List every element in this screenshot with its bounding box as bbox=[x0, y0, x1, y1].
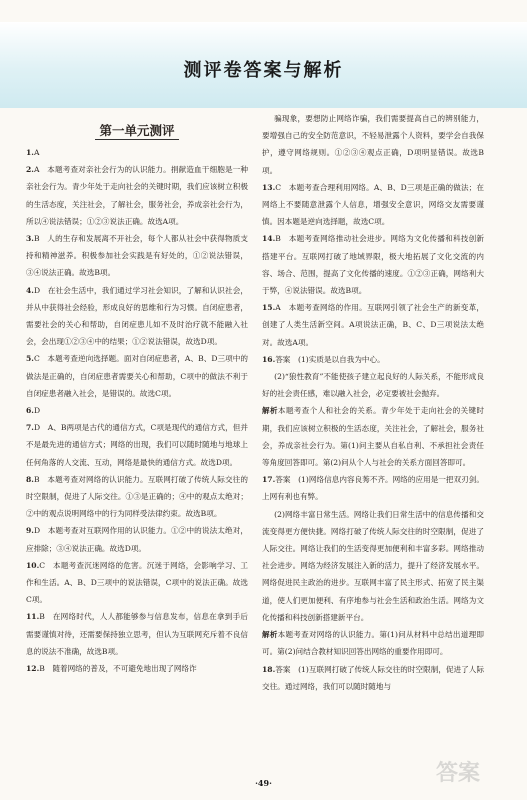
answer-label: 1. bbox=[26, 148, 34, 157]
answer-paragraph bbox=[262, 506, 484, 626]
answer-text: (2)“狼性教育”不能使孩子建立起良好的人际关系，不能形成良好的社会责任感，难以融入社会，必定要被社会抛弃。 bbox=[262, 372, 484, 399]
answer-paragraph bbox=[262, 179, 484, 231]
answer-label: 14. bbox=[262, 234, 276, 244]
answer-paragraph bbox=[26, 419, 248, 471]
answer-paragraph bbox=[26, 522, 248, 556]
page-number-value: 49 bbox=[257, 778, 270, 788]
answer-paragraph bbox=[26, 608, 248, 660]
answer-label: 2. bbox=[26, 165, 34, 175]
answer-text: 本题考查个人和社会的关系。青少年处于走向社会的关键时期，我们应该树立积极的生活态度，关注社会，了解社会，服务社会，养成亲社会行为。第(1)问主要从自私自利、不承担社会责任等角度回答即可。第(2)问从个人与社会的关系方面回答即可。 bbox=[262, 406, 484, 468]
left-answer-list bbox=[26, 144, 248, 677]
answer-text: D A、B两项是古代的通信方式，C项是现代的通信方式，但并不是最先进的通信方式；网络的出现，我们可以随时随地与地球上任何角落的人交流、互动，网络是最快的通信方式。故选D项。 bbox=[26, 423, 248, 467]
answer-label: 5. bbox=[26, 354, 34, 364]
answer-label: 12. bbox=[26, 664, 40, 674]
answer-paragraph bbox=[262, 626, 484, 660]
answer-label: 10. bbox=[26, 560, 40, 570]
answer-paragraph bbox=[262, 471, 484, 505]
answer-label: 16. bbox=[262, 354, 276, 364]
answer-text: C 本题考查逆向选择题。面对自闭症患者，A、B、D三项中的做法是正确的，自闭症患者需要关心和帮助，C项中的做法不利于自闭症患者融入社会，是错误的。故选C项。 bbox=[26, 354, 248, 398]
answer-text: 答案 (1)网络信息内容良莠不齐。网络的应用是一把双刃剑。上网有利也有弊。 bbox=[262, 475, 484, 502]
answer-label: 4. bbox=[26, 285, 34, 295]
answer-paragraph bbox=[262, 402, 484, 471]
answer-text: A 本题考查对亲社会行为的认识能力。捐献造血干细胞是一种亲社会行为。青少年处于走向社会的关键时期，我们应该树立积极的生活态度，关注社会，了解社会，服务社会，养成亲社会行为，所以④说法错误；①②③说法正确。故选A项。 bbox=[26, 165, 248, 226]
answer-paragraph bbox=[262, 661, 484, 695]
answer-label: 17. bbox=[262, 475, 276, 485]
answer-label: 解析 bbox=[262, 630, 278, 640]
answer-paragraph bbox=[26, 471, 248, 523]
answer-text: A 本题考查网络的作用。互联网引领了社会生产的新变革，创建了人类生活新空间。A项说法正确，B、C、D三项说法太绝对。故选A项。 bbox=[262, 303, 484, 347]
answer-text: B 在网络时代，人人都能够参与信息发布，信息在拿到手后需要谨慎对待，还需要保持独立思考，但认为互联网充斥着不良信息的说法不准确，故选B项。 bbox=[26, 612, 248, 656]
unit-title bbox=[26, 120, 248, 142]
answer-text: B 本题考查对网络的认识能力。互联网打破了传统人际交往的时空限制，促进了人际交往。①③是正确的；④中的观点太绝对；②中的观点说明网络中的行为同样受法律约束。故选B项。 bbox=[26, 474, 248, 519]
answer-text: D bbox=[33, 406, 41, 416]
answer-label: 解析 bbox=[262, 406, 278, 416]
answer-label: 6. bbox=[26, 406, 34, 416]
right-answer-list bbox=[262, 110, 484, 695]
answer-paragraph bbox=[262, 351, 484, 368]
answer-text: 答案 (1)互联网打破了传统人际交往的时空限制，促进了人际交往。通过网络，我们可以随时随地与 bbox=[262, 664, 484, 691]
answer-paragraph bbox=[26, 144, 248, 161]
answer-text: D 本题考查对互联网作用的认识能力。①②中的说法太绝对，应排除；③④说法正确。故选D项。 bbox=[26, 526, 248, 553]
answer-paragraph bbox=[26, 557, 248, 609]
answer-text: 骗现象，要想防止网络诈骗，我们需要提高自己的辨别能力，要增强自己的安全防范意识，不轻易泄露个人资料，要学会自我保护，遵守网络规则。①②③④观点正确，D项明显错误。故选B项。 bbox=[262, 114, 484, 175]
answer-text: D 在社会生活中，我们通过学习社会知识，了解和认识社会，并从中获得社会经验，形成良好的思维和行为习惯。自闭症患者，需要社会的关心和帮助，自闭症患儿如不及时治疗就不能融入社会，会出现①②③④中的结果；①②说法错误，故选D项。 bbox=[26, 285, 248, 347]
left-column bbox=[26, 120, 248, 770]
answer-label: 13. bbox=[262, 182, 276, 192]
answer-paragraph bbox=[262, 110, 484, 179]
answer-paragraph bbox=[262, 230, 484, 299]
answer-text: B 本题考查网络推动社会进步。网络为文化传播和科技创新搭建平台。互联网打破了地域界限，极大地拓展了文化交流的内容、场合、范围，提高了文化传播的速度。①②③正确，网络利大于弊，④说法错误。故选B项。 bbox=[262, 234, 484, 296]
answer-paragraph bbox=[26, 402, 248, 419]
answer-text: C 本题考查合理利用网络。A、B、D三项是正确的做法；在网络上不要随意泄露个人信息，增强安全意识，网络交友需要谨慎。因本题是逆向选择题，故选C项。 bbox=[262, 182, 484, 227]
page-number: ·49· bbox=[255, 778, 272, 788]
answer-label: 9. bbox=[26, 526, 34, 536]
answer-paragraph bbox=[262, 368, 484, 402]
watermark-logo bbox=[430, 752, 520, 792]
answer-label: 7. bbox=[26, 423, 34, 433]
answer-label: 11. bbox=[26, 612, 40, 622]
answer-text: A bbox=[33, 148, 40, 157]
answer-label: 18. bbox=[262, 664, 276, 674]
answer-text: 本题考查对网络的认识能力。第(1)问从材料中总结出道理即可。第(2)问结合教材知识回答出网络的重要作用即可。 bbox=[262, 630, 484, 657]
answer-text: B 随着网络的普及，不可避免地出现了网络诈 bbox=[39, 664, 197, 674]
svg-text:答案: 答案 bbox=[436, 761, 481, 786]
answer-label: 3. bbox=[26, 234, 34, 244]
answer-paragraph bbox=[26, 282, 248, 351]
answer-label: 8. bbox=[26, 474, 34, 484]
page-title: 测评卷答案与解析 bbox=[183, 60, 344, 81]
answer-paragraph bbox=[262, 299, 484, 351]
unit-title-text: 第一单元测评 bbox=[95, 123, 178, 140]
right-column bbox=[262, 110, 484, 775]
answer-label: 15. bbox=[262, 303, 276, 313]
answer-paragraph bbox=[26, 350, 248, 402]
answer-text: 答案 (1)实质是以自我为中心。 bbox=[275, 354, 385, 364]
answer-paragraph bbox=[26, 161, 248, 230]
answer-text: B 人的生存和发展离不开社会，每个人都从社会中获得物质支持和精神滋养。积极参加社会实践是有好处的，①②说法错误，③④说法正确。故选B项。 bbox=[26, 234, 248, 278]
answer-text: C 本题考查沉迷网络的危害。沉迷于网络，会影响学习、工作和生活。A、B、D三项中的说法错误，C项中的说法正确。故选C项。 bbox=[26, 560, 248, 605]
answer-text: (2)网络丰富日常生活。网络让我们日常生活中的信息传播和交流变得更方便快捷。网络打破了传统人际交往的时空限制，促进了人际交往。网络让我们的生活变得更加便利和丰富多彩。网络推动社会进步。网络为经济发展注入新的活力，提升了经济发展水平。网络促进民主政治的进步。互联网丰富了民主形式、拓宽了民主渠道，使人们更加便利、有序地参与社会生活和政治生活。网络为文化传播和科技创新搭建新平台。 bbox=[262, 509, 484, 622]
answer-paragraph bbox=[26, 230, 248, 282]
answer-paragraph bbox=[26, 660, 248, 677]
